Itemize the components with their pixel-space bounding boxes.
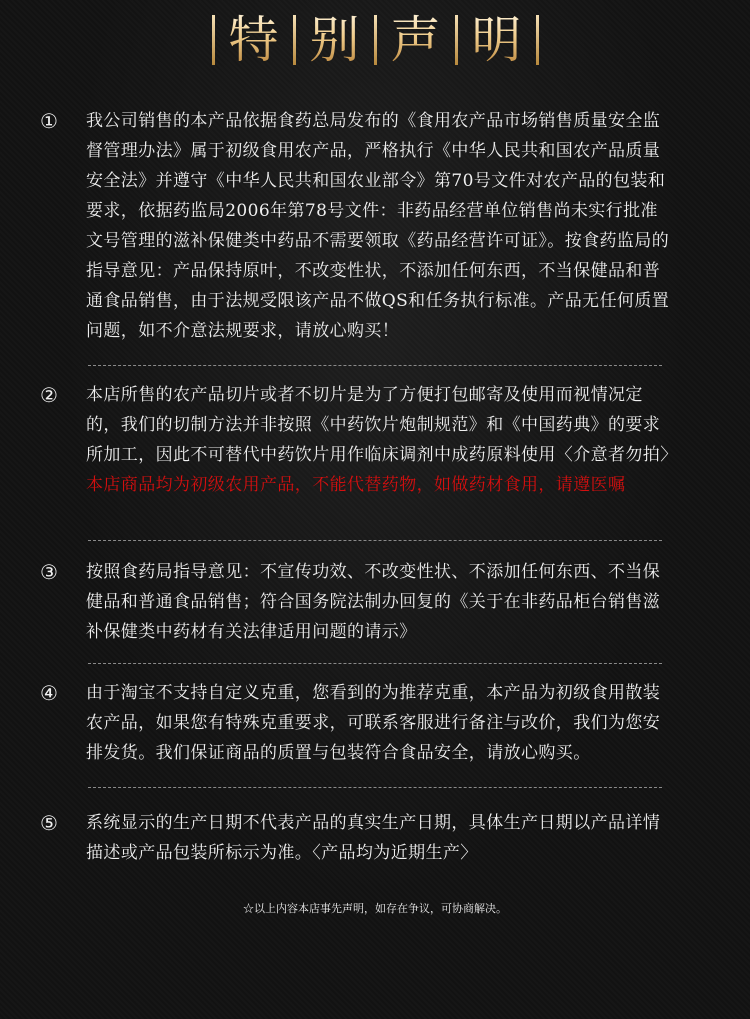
- statement-item-5: [40, 808, 730, 868]
- item-text: 本店所售的农产品切片或者不切片是为了方便打包邮寄及使用而视情况定的，我们的切制方法并非按照《中药饮片炮制规范》和《中国药典》的要求所加工，因此不可替代中药饮片用作临床调剂中成药原料使用〈介意者勿拍〉: [86, 385, 678, 465]
- item-text: 按照食药局指导意见：不宣传功效、不改变性状、不添加任何东西、不当保健品和普通食品销售；符合国务院法制办回复的《关于在非药品柜台销售滋补保健类中药材有关法律适用问题的请示》: [86, 562, 661, 642]
- item-number: ②: [40, 383, 58, 407]
- title-divider-bar: [293, 15, 296, 65]
- item-number: ④: [40, 681, 58, 705]
- item-number: ⑤: [40, 811, 58, 835]
- title-divider-bar: [455, 15, 458, 65]
- statement-item-1: [40, 106, 730, 346]
- item-number: ③: [40, 560, 58, 584]
- item-number: ①: [40, 109, 58, 133]
- dashed-divider: [88, 540, 662, 541]
- dashed-divider: [88, 365, 662, 366]
- header: [0, 10, 750, 70]
- warning-text: 本店商品均为初级农用产品，不能代替药物，如做药材食用，请遵医嘱: [86, 475, 626, 495]
- dashed-divider: [88, 663, 662, 664]
- title-divider-bar: [212, 15, 215, 65]
- statement-item-4: [40, 678, 730, 768]
- title-char: 别: [309, 11, 360, 69]
- item-text: 我公司销售的本产品依据食药总局发布的《食用农产品市场销售质量安全监督管理办法》属于初级食用农产品，严格执行《中华人民共和国农产品质量安全法》并遵守《中华人民共和国农业部令》第70号文件对农产品的包装和要求，依据药监局2006年第78号文件：非药品经营单位销售尚未实行批准文号管理的滋补保健类中药品不需要领取《药品经营许可证》。按食药监局的指导意见：产品保持原叶，不改变性状，不添加任何东西，不当保健品和普通食品销售，由于法规受限该产品不做QS和任务执行标准。产品无任何质置问题，如不介意法规要求，请放心购买！: [86, 111, 670, 341]
- dashed-divider: [88, 787, 662, 788]
- statement-item-3: [40, 557, 730, 647]
- item-text: 系统显示的生产日期不代表产品的真实生产日期，具体生产日期以产品详情描述或产品包装所标示为准。〈产品均为近期生产〉: [86, 813, 661, 863]
- title-char: 特: [228, 11, 279, 69]
- statement-item-2: [40, 380, 730, 500]
- footer-note: ☆以上内容本店事先声明，如存在争议，可协商解决。: [243, 902, 507, 915]
- title-divider-bar: [536, 15, 539, 65]
- title-char: 明: [471, 11, 522, 69]
- title-divider-bar: [374, 15, 377, 65]
- page-title: [198, 10, 553, 70]
- title-char: 声: [390, 11, 441, 69]
- item-text: 由于淘宝不支持自定义克重，您看到的为推荐克重，本产品为初级食用散装农产品，如果您有特殊克重要求，可联系客服进行备注与改价，我们为您安排发货。我们保证商品的质置与包装符合食品安全，请放心购买。: [86, 683, 661, 763]
